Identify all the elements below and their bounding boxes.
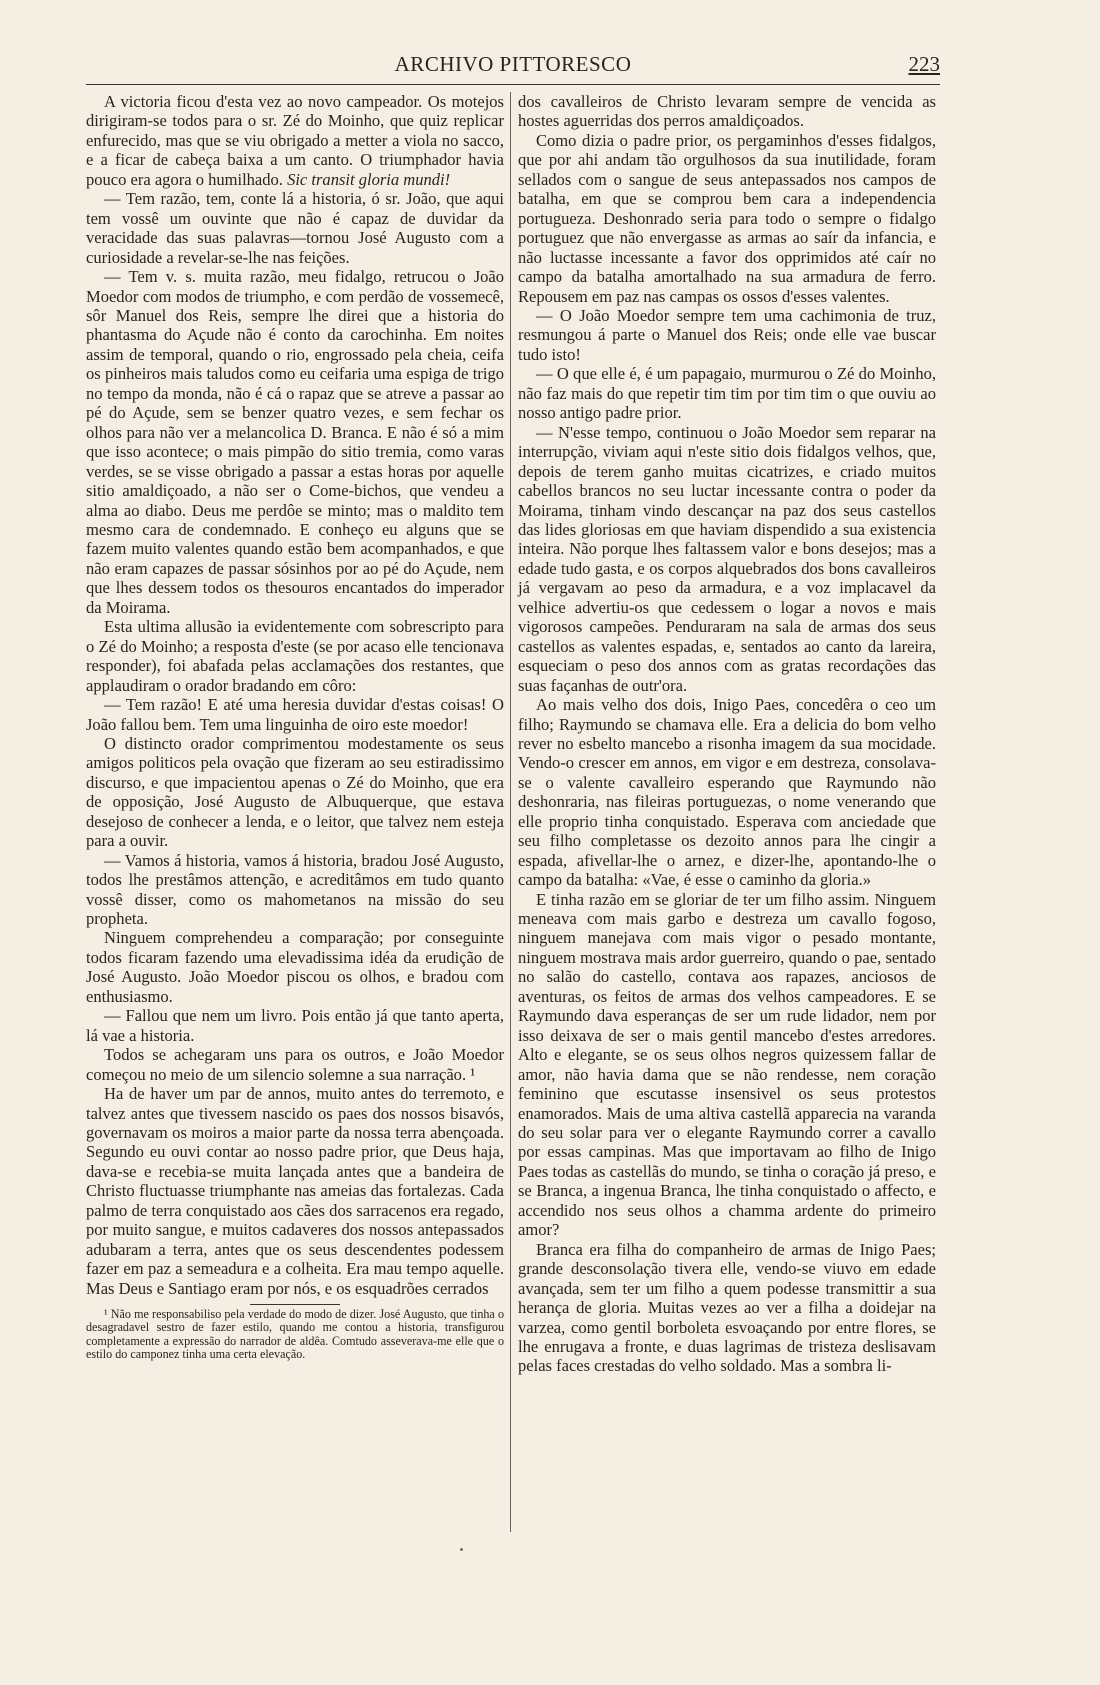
paragraph: dos cavalleiros de Christo levaram sempre de vencida as hostes aguerridas dos perros amaldiçoados. — [518, 92, 936, 131]
paragraph: Esta ultima allusão ia evidentemente com sobrescripto para o Zé do Moinho; a resposta d'este (se por acaso elle tencionava responder), foi abafada pelas acclamações dos restantes, que applaudiram o orador bradando em côro: — [86, 617, 504, 695]
paragraph: E tinha razão em se gloriar de ter um filho assim. Ninguem meneava com mais garbo e destreza um cavallo fogoso, ninguem manejava com mais vigor o pesado montante, ninguem mostrava mais ardor guerreiro, quando o pae, sentado no salão do castello, contava aos rapazes, anciosos de aventuras, os feitos de armas dos velhos campeadores. E se Raymundo dava esperanças de ser um rude lidador, nem por isso deixava de ser o mais gentil mancebo d'estes arredores. Alto e elegante, se os seus olhos negros quizessem fallar de amor, não havia dama que se não rendesse, nem coração feminino que escutasse insensivel os seus protestos enamorados. Mais de uma altiva castellã apparecia na varanda do seu solar para ver o elegante Raymundo correr a cavallo por essas campinas. Mas que importavam ao filho de Inigo Paes todas as castellãs do mundo, se tinha o coração já preso, e se Branca, a ingenua Branca, lhe tinha conquistado o affecto, e accendido nos seus olhos a chamma ardente do primeiro amor? — [518, 889, 936, 1240]
paragraph: A victoria ficou d'esta vez ao novo campeador. Os motejos dirigiram-se todos para o sr. Zé do Moinho, que quiz replicar enfurecido, mas que se viu obrigado a metter a viola no sacco, e a ficar de cabeça baixa a um canto. O triumphador havia pouco era agora o humilhado. Sic transit gloria mundi! — [86, 92, 504, 189]
paragraph: — N'esse tempo, continuou o João Moedor sem reparar na interrupção, viviam aqui n'este sitio dois fidalgos velhos, que, depois de terem ganho muitas cicatrizes, e criado muitos cabellos brancos no seu luctar incessante contra o poder da Moirama, tinham vindo descançar na paz dos seus castellos das lides gloriosas em que haviam dispendido a sua existencia inteira. Não porque lhes faltassem valor e bons desejos; mas a edade tudo gasta, e os corpos alquebrados dos bons cavalleiros já vergavam ao peso da armadura, e a voz implacavel da velhice advertiu-os que cedessem o logar a novos e mais vigorosos campeões. Penduraram na sala de armas dos seus castellos as valentes espadas, e, sentados ao canto da lareira, esqueciam o peso dos annos com as gratas recordações das suas façanhas de outr'ora. — [518, 422, 936, 695]
paragraph: — Fallou que nem um livro. Pois então já que tanto aperta, lá vae a historia. — [86, 1006, 504, 1045]
paragraph: — O que elle é, é um papagaio, murmurou o Zé do Moinho, não faz mais do que repetir tim tim por tim tim o que ouviu ao nosso antigo padre prior. — [518, 364, 936, 423]
paragraph: — O João Moedor sempre tem uma cachimonia de truz, resmungou á parte o Manuel dos Reis; onde elle vae buscar tudo isto! — [518, 305, 936, 364]
paragraph: — Tem razão! E até uma heresia duvidar d'estas coisas! O João fallou bem. Tem uma linguinha de oiro este moedor! — [86, 695, 504, 734]
paragraph: — Tem v. s. muita razão, meu fidalgo, retrucou o João Moedor com modos de triumpho, e com perdão de vossemecê, sôr Manuel dos Reis, sempre lhe direi que a historia do phantasma do Açude não é conto da carochinha. Em noites assim de temporal, quando o rio, engrossado pela cheia, ceifa os pinheiros mais taludos como eu ceifaria uma espiga de trigo no tempo da monda, não é cá o rapaz que se atreve a passar ao pé do Açude, sem se benzer quatro vezes, e sem fechar os olhos para não ver a melancolica D. Branca. E não é só a mim que isso acontece; o mais pimpão do sitio tremia, como varas verdes, se se visse obrigado a passar a estas horas por aquelle sitio amaldiçoado, a não ser o Come-bichos, que vendeu a alma ao diabo. Deus me perdôe se minto; mas o maldito tem mesmo cara de condemnado. E conheço eu alguns que se fazem muito valentes quando estão bem acompanhados, e que não eram capazes de passar sósinhos por ao pé do Açude, nem que lhes dessem todos os thesouros encantados do imperador da Moirama. — [86, 267, 504, 617]
footnote: ¹ Não me responsabiliso pela verdade do modo de dizer. José Augusto, que tinha o desagradavel sestro de fazer estilo, quando me contou a historia, transfigurou completamente a expressão do narrador de aldêa. Comtudo asseverava-me elle que o estilo do camponez tinha uma certa elevação. — [86, 1307, 504, 1361]
column-divider — [510, 92, 511, 1532]
paragraph: — Tem razão, tem, conte lá a historia, ó sr. João, que aqui tem vossê um ouvinte que não é capaz de duvidar da veracidade das suas palavras—tornou José Augusto com a curiosidade a revelar-se-lhe nas feições. — [86, 189, 504, 267]
paragraph: Ao mais velho dos dois, Inigo Paes, concedêra o ceo um filho; Raymundo se chamava elle. Era a delicia do bom velho rever no esbelto mancebo a risonha imagem da sua mocidade. Vendo-o crescer em annos, em vigor e em destreza, consolava-se o valente cavalleiro esperando que Raymundo não deshonraria, nas fileiras portuguezas, o nome venerando que elle proprio tinha conquistado. Esperava com anciedade que seu filho completasse os dezoito annos para lhe cingir a espada, afivellar-lhe o arnez, e dizer-lhe, apontando-lhe o campo da batalha: «Vae, é esse o caminho da gloria.» — [518, 695, 936, 890]
paragraph: Ninguem comprehendeu a comparação; por conseguinte todos ficaram fazendo uma elevadissima idéa da erudição de José Augusto. João Moedor piscou os olhos, e bradou com enthusiasmo. — [86, 928, 504, 1006]
paragraph: — Vamos á historia, vamos á historia, bradou José Augusto, todos lhe prestâmos attenção, e acreditâmos em tudo quanto vossê disser, como os mahometanos na missão do seu propheta. — [86, 850, 504, 929]
page-number: 223 — [908, 52, 940, 76]
left-column — [86, 92, 504, 1361]
journal-title: ARCHIVO PITTORESCO — [394, 52, 632, 76]
paragraph: O distincto orador comprimentou modestamente os seus amigos politicos pela ovação que fizeram ao seu estiradissimo discurso, e que impacientou apenas o Zé do Moinho, que era de opposição, José Augusto de Albuquerque, que estava desejoso de conhecer a lenda, e o leitor, que talvez nem esteja para a ouvir. — [86, 733, 504, 851]
right-column — [518, 92, 936, 1376]
paragraph: Ha de haver um par de annos, muito antes do terremoto, e talvez antes que tivessem nascido os paes dos nossos bisavós, governavam os moiros a maior parte da nossa terra abençoada. Segundo eu ouvi contar ao nosso padre prior, que Deus haja, dava-se e recebia-se muita lançada antes que a bandeira de Christo fluctuasse triumphante nas ameias das fortalezas. Cada palmo de terra conquistado aos cães dos sarracenos era regado, por muito sangue, e muitos cadaveres dos nossos antepassados adubaram a terra, antes que os seus descendentes podessem fazer em paz a semeadura e a colheita. Era mau tempo aquelle. Mas Deus e Santiago eram por nós, e os esquadrões cerrados — [86, 1084, 504, 1298]
footnote-rule — [250, 1304, 340, 1305]
running-header — [86, 52, 940, 85]
print-speck — [460, 1548, 463, 1551]
paragraph: Como dizia o padre prior, os pergaminhos d'esses fidalgos, que por ahi andam tão orgulhosos da sua inutilidade, foram sellados com o sangue de seus antepassados nos campos de batalha, em que se comprou bem cara a independencia portugueza. Deshonrado seria para todo o sempre o fidalgo portuguez que não envergasse as armas ao saír da infancia, e não luctasse incessante a favor dos opprimidos até caír no campo da batalha amortalhado na sua armadura de ferro. Repousem em paz nas campas os ossos d'esses valentes. — [518, 130, 936, 306]
paragraph: Branca era filha do companheiro de armas de Inigo Paes; grande desconsolação tivera elle, vendo-se viuvo em edade avançada, sem ter um filho a quem podesse transmittir a sua herança de gloria. Muitas vezes ao ver a filha a doidejar na varzea, como gentil borboleta esvoaçando por entre flores, se lhe enrugava a fronte, e duas lagrimas de tristeza deslisavam pelas faces crestadas do velho soldado. Mas a sombra li- — [518, 1239, 936, 1376]
paragraph: Todos se achegaram uns para os outros, e João Moedor começou no meio de um silencio solemne a sua narração. ¹ — [86, 1045, 504, 1084]
